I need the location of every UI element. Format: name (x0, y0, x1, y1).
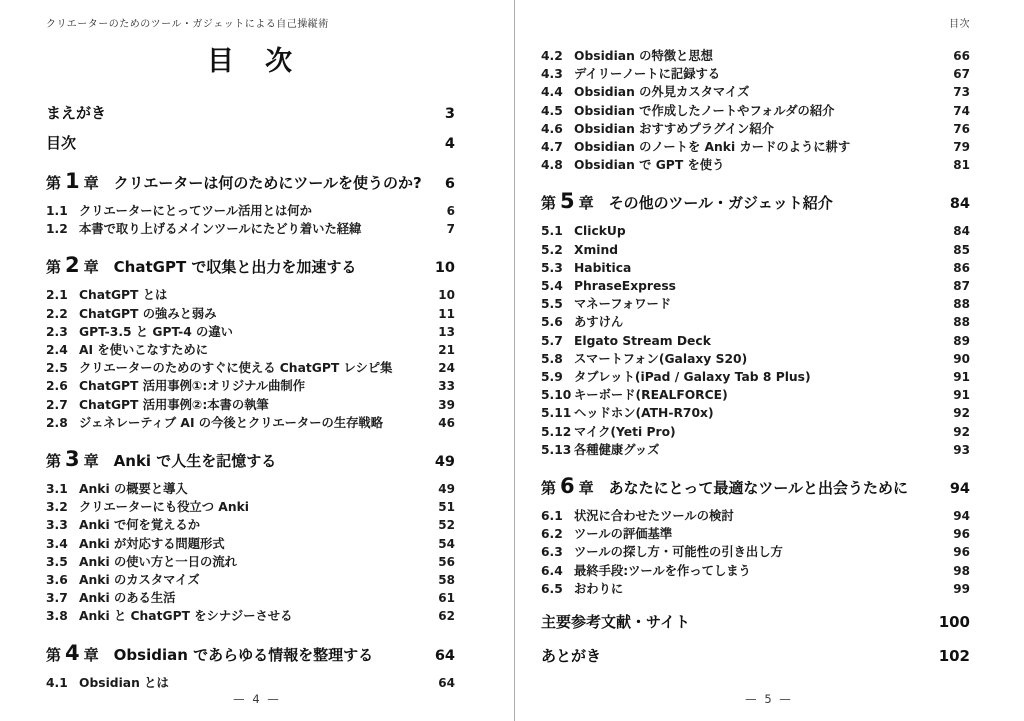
toc-entry-number: 2.5 (46, 361, 68, 376)
toc-entry-label (541, 441, 945, 459)
toc-entry-label (46, 103, 437, 123)
toc-entry-page: 51 (438, 500, 455, 515)
toc-entry-title: キーボード(REALFORCE) (574, 388, 728, 403)
toc-entry-page: 96 (953, 545, 970, 560)
toc-entry-number: 5.11 (541, 406, 572, 421)
chapter-suffix: 章 (83, 258, 99, 277)
toc-entry-title: Anki のある生活 (79, 591, 176, 606)
toc-item-5-6 (541, 313, 970, 331)
toc-entry-title: おわりに (574, 581, 624, 596)
toc-item-3-7 (46, 589, 455, 607)
toc-entry-number: 6.5 (541, 581, 563, 596)
toc-entry-label (46, 377, 430, 395)
toc-entry-page: 67 (953, 67, 970, 82)
toc-entry-number: 2.8 (46, 415, 68, 430)
toc-entry-label (541, 188, 942, 217)
toc-item-6-1 (541, 507, 970, 525)
chapter-number: 1 (65, 169, 80, 193)
chapter-prefix: 第 (46, 452, 62, 471)
toc-entry-page: 79 (953, 140, 970, 155)
toc-item-5-1 (541, 222, 970, 240)
toc-entry-page: 61 (438, 591, 455, 606)
toc-entry-title: クリエーターにとってツール活用とは何か (79, 204, 312, 218)
toc-entry-label (541, 65, 945, 83)
toc-entry-number: 5.5 (541, 297, 563, 312)
toc-entry-number: 3.2 (46, 500, 68, 515)
toc-entry-page: 92 (953, 424, 970, 439)
toc-entries-right (541, 47, 970, 666)
toc-entry-number: 5.13 (541, 442, 572, 457)
toc-chapter-3 (46, 446, 455, 476)
toc-entry-title: 本書で取り上げるメインツールにたどり着いた経緯 (79, 222, 362, 237)
toc-entry-page: 100 (938, 613, 970, 632)
toc-chapter-6 (541, 473, 970, 503)
toc-entry-title: クリエーターにも役立つ Anki (79, 500, 249, 515)
toc-entry-label (46, 359, 430, 377)
chapter-title: その他のツール・ガジェット紹介 (608, 194, 833, 213)
page-right (514, 0, 1024, 721)
toc-entry-number: 5.7 (541, 333, 563, 348)
chapter-title: Obsidian であらゆる情報を整理する (113, 645, 374, 664)
toc-entry-label (46, 589, 430, 607)
toc-front-entry (541, 612, 970, 632)
chapter-title: クリエーターは何のためにツールを使うのか? (113, 174, 422, 192)
toc-entry-title: ChatGPT の強みと弱み (79, 306, 217, 321)
toc-entry-title: 最終手段:ツールを作ってしまう (574, 563, 751, 578)
toc-entry-title: ChatGPT 活用事例①:オリジナル曲制作 (79, 379, 306, 394)
chapter-suffix: 章 (578, 194, 594, 213)
toc-entry-title: ChatGPT とは (79, 288, 168, 303)
toc-chapter-2 (46, 252, 455, 282)
toc-entry-page: 10 (434, 260, 455, 277)
toc-entry-number: 2.7 (46, 397, 68, 412)
toc-entry-page: 98 (953, 563, 970, 578)
toc-entry-title: 主要参考文献・サイト (541, 613, 690, 632)
toc-item-3-5 (46, 553, 455, 571)
toc-entry-page: 13 (438, 324, 455, 339)
toc-entry-page: 86 (953, 260, 970, 275)
toc-entry-label (541, 562, 945, 580)
toc-entry-title: AI を使いこなすために (79, 343, 209, 358)
toc-entry-number: 4.3 (541, 67, 563, 82)
toc-entry-title: クリエーターのためのすぐに使える ChatGPT レシピ集 (79, 361, 393, 376)
toc-entry-label (46, 305, 430, 323)
toc-entry-label (541, 646, 931, 666)
toc-entry-number: 6.4 (541, 563, 563, 578)
toc-entry-number: 5.8 (541, 351, 563, 366)
toc-entry-page: 89 (953, 333, 970, 348)
toc-entry-label (46, 286, 430, 304)
toc-entry-number: 3.7 (46, 591, 68, 606)
toc-item-6-3 (541, 543, 970, 561)
chapter-prefix: 第 (541, 479, 557, 498)
chapter-title: あなたにとって最適なツールと出会うために (608, 479, 909, 498)
chapter-prefix: 第 (46, 174, 62, 192)
toc-entry-number: 4.4 (541, 85, 563, 100)
toc-entry-page: 11 (438, 306, 455, 321)
page-number-footer-left: — 4 — (233, 692, 281, 706)
toc-entry-page: 88 (953, 297, 970, 312)
chapter-title: Anki で人生を記憶する (113, 452, 277, 471)
toc-entry-label (541, 277, 945, 295)
toc-item-4-1 (46, 674, 455, 692)
toc-entry-number: 5.4 (541, 279, 563, 294)
toc-entry-title: 各種健康グッズ (574, 442, 660, 457)
chapter-number: 2 (65, 253, 80, 278)
toc-entry-title: Anki の概要と導入 (79, 482, 188, 497)
toc-item-3-3 (46, 516, 455, 534)
toc-entry-number: 2.3 (46, 324, 68, 339)
toc-item-5-4 (541, 277, 970, 295)
toc-entry-page: 84 (949, 196, 970, 213)
toc-entry-title: Obsidian で GPT を使う (574, 158, 725, 173)
toc-entry-page: 85 (953, 242, 970, 257)
toc-entry-number: 4.5 (541, 103, 563, 118)
toc-entry-label (541, 295, 945, 313)
toc-item-2-6 (46, 377, 455, 395)
toc-item-5-5 (541, 295, 970, 313)
toc-item-4-7 (541, 138, 970, 156)
toc-entry-page: 3 (444, 106, 455, 122)
toc-entry-label (541, 259, 945, 277)
toc-front-entry (46, 103, 455, 124)
toc-item-3-1 (46, 480, 455, 498)
chapter-number: 5 (560, 189, 575, 214)
toc-entry-label (541, 47, 945, 65)
toc-entry-number: 3.6 (46, 573, 68, 588)
toc-chapter-1 (46, 168, 455, 198)
toc-entry-page: 46 (438, 415, 455, 430)
toc-entry-page: 81 (953, 158, 970, 173)
toc-entry-page: 56 (438, 554, 455, 569)
toc-entry-number: 1.2 (46, 222, 68, 237)
toc-entry-page: 93 (953, 442, 970, 457)
chapter-suffix: 章 (83, 452, 99, 471)
toc-entry-label (46, 202, 439, 220)
toc-entry-label (541, 612, 931, 632)
toc-entry-label (46, 168, 437, 197)
toc-entry-title: スマートフォン(Galaxy S20) (574, 351, 748, 366)
toc-entry-title: 目次 (46, 134, 77, 152)
toc-entry-label (541, 423, 945, 441)
toc-entry-label (541, 138, 945, 156)
toc-item-5-11 (541, 404, 970, 422)
toc-item-2-8 (46, 414, 455, 432)
toc-entry-title: あすけん (574, 315, 624, 330)
toc-item-6-2 (541, 525, 970, 543)
toc-entry-page: 58 (438, 573, 455, 588)
toc-entry-label (46, 252, 427, 281)
chapter-number: 3 (65, 447, 80, 472)
toc-entry-label (46, 607, 430, 625)
toc-entry-page: 87 (953, 279, 970, 294)
toc-item-2-4 (46, 341, 455, 359)
toc-item-2-1 (46, 286, 455, 304)
toc-item-5-10 (541, 386, 970, 404)
toc-entry-number: 3.8 (46, 609, 68, 624)
toc-entry-number: 3.5 (46, 554, 68, 569)
toc-entry-label (46, 480, 430, 498)
toc-entry-title: Anki と ChatGPT をシナジーさせる (79, 609, 293, 624)
running-header-left: クリエーターのためのツール・ガジェットによる自己操縦術 (46, 19, 329, 30)
toc-entry-label (541, 350, 945, 368)
toc-entry-title: マイク(Yeti Pro) (574, 424, 676, 439)
toc-entry-label (46, 133, 437, 153)
toc-entry-label (46, 535, 430, 553)
toc-entry-title: GPT-3.5 と GPT-4 の違い (79, 324, 233, 339)
toc-item-1-1 (46, 202, 455, 220)
toc-front-entry (46, 133, 455, 154)
chapter-number: 4 (65, 640, 80, 665)
toc-item-5-9 (541, 368, 970, 386)
toc-entry-page: 7 (446, 222, 455, 237)
toc-entry-number: 3.4 (46, 536, 68, 551)
toc-entry-page: 10 (438, 288, 455, 303)
toc-entry-title: Obsidian とは (79, 675, 169, 690)
chapter-suffix: 章 (83, 174, 99, 192)
toc-entry-page: 33 (438, 379, 455, 394)
chapter-title: ChatGPT で収集と出力を加速する (113, 258, 357, 277)
toc-entry-page: 91 (953, 370, 970, 385)
toc-entry-page: 96 (953, 527, 970, 542)
toc-item-5-8 (541, 350, 970, 368)
toc-entry-number: 2.2 (46, 306, 68, 321)
toc-entry-page: 84 (953, 224, 970, 239)
toc-entry-title: ツールの評価基準 (574, 527, 673, 542)
toc-item-2-3 (46, 323, 455, 341)
toc-entry-number: 5.9 (541, 370, 563, 385)
toc-entry-number: 2.1 (46, 288, 68, 303)
toc-entry-label (541, 525, 945, 543)
toc-entry-number: 2.4 (46, 343, 68, 358)
toc-item-2-5 (46, 359, 455, 377)
toc-entry-label (541, 241, 945, 259)
toc-entry-label (46, 446, 427, 475)
toc-entry-page: 64 (438, 675, 455, 690)
toc-entry-label (541, 313, 945, 331)
toc-entry-title: ClickUp (574, 224, 626, 239)
page-number-footer-right: — 5 — (745, 692, 793, 706)
toc-entries-left (46, 103, 455, 692)
toc-entry-page: 74 (953, 103, 970, 118)
toc-entry-page: 73 (953, 85, 970, 100)
toc-entry-number: 4.1 (46, 675, 68, 690)
toc-entry-title: 状況に合わせたツールの検討 (574, 509, 734, 524)
toc-entry-page: 39 (438, 397, 455, 412)
toc-entry-page: 24 (438, 361, 455, 376)
toc-entry-title: Anki で何を覚えるか (79, 518, 201, 533)
toc-item-5-12 (541, 423, 970, 441)
toc-entry-number: 5.12 (541, 424, 572, 439)
toc-entry-label (46, 414, 430, 432)
toc-entry-number: 4.2 (541, 49, 563, 63)
toc-entry-label (46, 516, 430, 534)
toc-item-5-3 (541, 259, 970, 277)
toc-entry-label (46, 396, 430, 414)
toc-entry-title: マネーフォワード (574, 297, 672, 312)
toc-item-3-2 (46, 498, 455, 516)
toc-entry-number: 1.1 (46, 204, 68, 218)
toc-entry-title: Habitica (574, 260, 632, 275)
toc-entry-title: ツールの探し方・可能性の引き出し方 (574, 545, 783, 560)
toc-item-3-6 (46, 571, 455, 589)
toc-entry-page: 49 (434, 454, 455, 471)
toc-entry-label (541, 368, 945, 386)
toc-entry-page: 54 (438, 536, 455, 551)
toc-entry-title: Anki のカスタマイズ (79, 573, 200, 588)
toc-entry-label (46, 640, 427, 669)
toc-entry-page: 6 (446, 204, 455, 218)
toc-entry-page: 66 (953, 49, 970, 63)
toc-entry-page: 76 (953, 121, 970, 136)
toc-entry-page: 52 (438, 518, 455, 533)
toc-entry-page: 94 (953, 509, 970, 524)
toc-entry-page: 49 (438, 482, 455, 497)
chapter-number: 6 (560, 474, 575, 499)
toc-entry-title: ジェネレーティブ AI の今後とクリエーターの生存戦略 (79, 415, 384, 430)
toc-entry-title: ChatGPT 活用事例②:本書の執筆 (79, 397, 269, 412)
toc-entry-label (46, 553, 430, 571)
toc-entry-title: あとがき (541, 647, 602, 666)
chapter-suffix: 章 (83, 645, 99, 664)
toc-entry-label (541, 543, 945, 561)
toc-entry-number: 4.6 (541, 121, 563, 136)
toc-entry-label (541, 332, 945, 350)
toc-entry-page: 88 (953, 315, 970, 330)
toc-entry-number: 4.7 (541, 140, 563, 155)
toc-entry-page: 94 (949, 481, 970, 498)
chapter-prefix: 第 (541, 194, 557, 213)
toc-entry-number: 2.6 (46, 379, 68, 394)
toc-entry-label (541, 580, 945, 598)
toc-entry-page: 4 (444, 136, 455, 152)
toc-entry-label (46, 341, 430, 359)
toc-entry-page: 21 (438, 343, 455, 358)
toc-entry-label (46, 498, 430, 516)
toc-entry-label (46, 674, 430, 692)
toc-chapter-5 (541, 188, 970, 218)
toc-chapter-4 (46, 640, 455, 670)
toc-entry-page: 62 (438, 609, 455, 624)
toc-entry-title: Obsidian で作成したノートやフォルダの紹介 (574, 103, 835, 118)
toc-entry-label (541, 222, 945, 240)
toc-entry-number: 4.8 (541, 158, 563, 173)
toc-entry-page: 99 (953, 581, 970, 596)
toc-entry-number: 6.3 (541, 545, 563, 560)
toc-entry-title: Anki が対応する問題形式 (79, 536, 225, 551)
toc-entry-page: 90 (953, 351, 970, 366)
toc-entry-page: 102 (938, 647, 970, 666)
toc-entry-title: ヘッドホン(ATH-R70x) (574, 406, 714, 421)
running-header-right: 目次 (949, 19, 970, 30)
toc-entry-title: Elgato Stream Deck (574, 333, 711, 348)
toc-front-entry (541, 646, 970, 666)
toc-item-6-5 (541, 580, 970, 598)
toc-entry-title: Obsidian のノートを Anki カードのように耕す (574, 140, 851, 155)
toc-entry-title: まえがき (46, 104, 107, 122)
toc-item-4-6 (541, 120, 970, 138)
toc-entry-label (541, 156, 945, 174)
toc-entry-label (541, 473, 942, 502)
toc-entry-number: 5.2 (541, 242, 563, 257)
toc-entry-number: 5.1 (541, 224, 563, 239)
toc-entry-title: PhraseExpress (574, 279, 676, 294)
chapter-suffix: 章 (578, 479, 594, 498)
toc-item-4-4 (541, 83, 970, 101)
toc-entry-number: 5.3 (541, 260, 563, 275)
toc-item-1-2 (46, 220, 455, 238)
toc-entry-label (541, 83, 945, 101)
chapter-prefix: 第 (46, 258, 62, 277)
toc-entry-title: Xmind (574, 242, 619, 257)
toc-entry-page: 92 (953, 406, 970, 421)
toc-entry-label (46, 220, 439, 238)
toc-entry-title: Anki の使い方と一日の流れ (79, 554, 237, 569)
toc-item-3-8 (46, 607, 455, 625)
toc-item-4-2 (541, 47, 970, 65)
toc-entry-label (541, 507, 945, 525)
toc-item-6-4 (541, 562, 970, 580)
toc-entry-number: 6.2 (541, 527, 563, 542)
toc-entry-title: タブレット(iPad / Galaxy Tab 8 Plus) (574, 370, 811, 385)
toc-item-2-7 (46, 396, 455, 414)
toc-entry-label (541, 120, 945, 138)
toc-entry-number: 6.1 (541, 509, 563, 524)
toc-entry-number: 3.1 (46, 482, 68, 497)
toc-item-5-13 (541, 441, 970, 459)
toc-entry-label (541, 386, 945, 404)
toc-entry-title: Obsidian の特徴と思想 (574, 49, 713, 63)
toc-entry-title: Obsidian おすすめプラグイン紹介 (574, 121, 774, 136)
toc-entry-title: デイリーノートに記録する (574, 67, 721, 82)
toc-title: 目 次 (207, 46, 294, 77)
toc-entry-label (541, 102, 945, 120)
toc-entry-page: 64 (434, 647, 455, 664)
toc-entry-number: 5.10 (541, 388, 572, 403)
toc-item-4-5 (541, 102, 970, 120)
chapter-prefix: 第 (46, 645, 62, 664)
toc-item-4-8 (541, 156, 970, 174)
toc-entry-label (541, 404, 945, 422)
toc-item-2-2 (46, 305, 455, 323)
toc-item-4-3 (541, 65, 970, 83)
toc-entry-label (46, 323, 430, 341)
toc-item-3-4 (46, 535, 455, 553)
toc-item-5-7 (541, 332, 970, 350)
toc-item-5-2 (541, 241, 970, 259)
toc-entry-title: Obsidian の外見カスタマイズ (574, 85, 750, 100)
toc-entry-label (46, 571, 430, 589)
toc-entry-page: 6 (444, 176, 455, 192)
toc-entry-number: 5.6 (541, 315, 563, 330)
toc-entry-number: 3.3 (46, 518, 68, 533)
toc-entry-page: 91 (953, 388, 970, 403)
